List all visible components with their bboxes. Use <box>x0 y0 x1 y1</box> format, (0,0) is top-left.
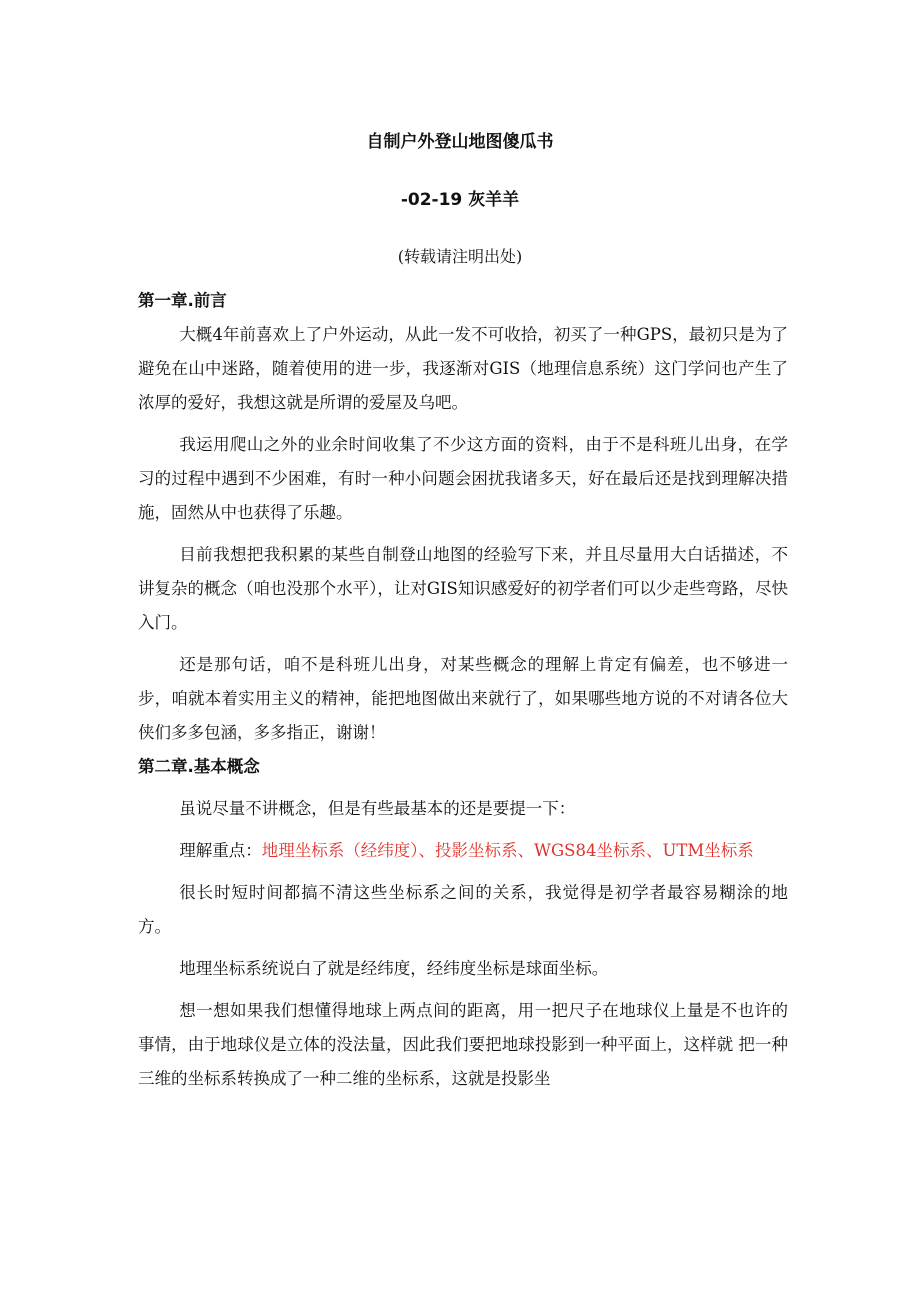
document-date-author: -02-19 灰羊羊 <box>400 190 520 210</box>
chapter2-paragraph-1: 很长时短时间都搞不清这些坐标系之间的关系，我觉得是初学者最容易糊涂的地方。 <box>138 883 788 936</box>
chapter1-paragraph-3: 目前我想把我积累的某些自制登山地图的经验写下来，并且尽量用大白话描述，不讲复杂的概念（咱也没那个水平），让对GIS知识感爱好的初学者们可以少走些弯路，尽快入门。 <box>138 545 788 632</box>
document-title: 自制户外登山地图傻瓜书 <box>366 132 554 152</box>
chapter1-paragraph-1: 大概4年前喜欢上了户外运动，从此一发不可收拾，初买了一种GPS，最初只是为了避免在山中迷路，随着使用的进一步，我逐渐对GIS（地理信息系统）这门学问也产生了浓厚的爱好，我想这就是所谓的爱屋及乌吧。 <box>138 325 788 412</box>
chapter2-key-points <box>138 834 788 868</box>
chapter2-paragraph-3: 想一想如果我们想懂得地球上两点间的距离，用一把尺子在地球仪上量是不也许的事情，由于地球仪是立体的没法量，因此我们要把地球投影到一种平面上，这样就 把一种三维的坐标系转换成了一种二维的坐标系，这就是投影坐 <box>138 1001 788 1088</box>
chapter1-paragraph-4: 还是那句话，咱不是科班儿出身，对某些概念的理解上肯定有偏差，也不够进一步，咱就本着实用主义的精神，能把地图做出来就行了，如果哪些地方说的不对请各位大侠们多多包涵，多多指正，谢谢！ <box>138 655 788 742</box>
chapter1-heading: 第一章.前言 <box>138 291 227 310</box>
key-points-highlight: 地理坐标系（经纬度）、投影坐标系、WGS84坐标系、UTM坐标系 <box>261 841 754 860</box>
chapter2-paragraph-2: 地理坐标系统说白了就是经纬度，经纬度坐标是球面坐标。 <box>179 959 609 978</box>
chapter2-heading: 第二章.基本概念 <box>138 757 260 776</box>
chapter2-intro: 虽说尽量不讲概念，但是有些最基本的还是要提一下： <box>179 799 576 818</box>
reprint-note: (转载请注明出处) <box>397 247 523 266</box>
document-body <box>138 284 788 1096</box>
chapter1-paragraph-2: 我运用爬山之外的业余时间收集了不少这方面的资料，由于不是科班儿出身，在学习的过程中遇到不少困难，有时一种小问题会困扰我诸多天，好在最后还是找到理解决措施，固然从中也获得了乐趣。 <box>138 435 788 522</box>
key-points-label: 理解重点： <box>179 841 262 860</box>
